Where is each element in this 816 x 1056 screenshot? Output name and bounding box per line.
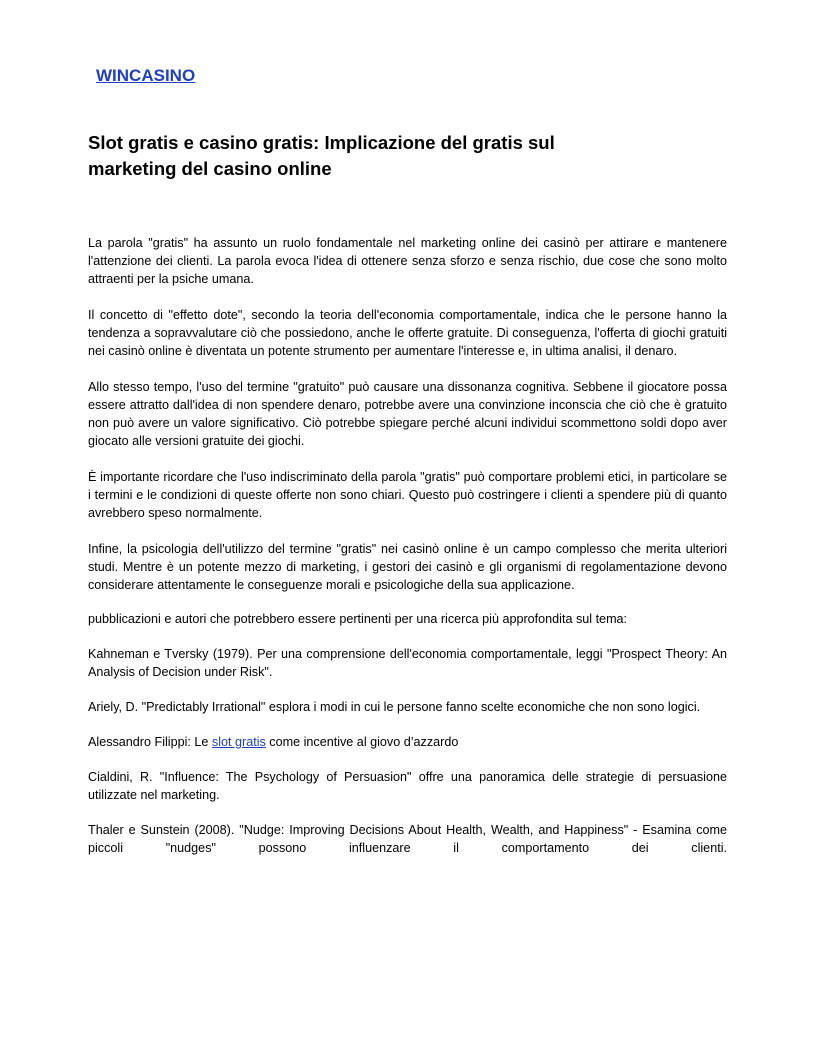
slot-gratis-link[interactable]: slot gratis bbox=[211, 735, 266, 749]
paragraph-endowment-effect: Il concetto di "effetto dote", secondo la teoria dell'economia comportamentale, indica che le persone hanno la tendenza a sopravvalutare ciò che possiedono, anche le offerte gratuite. Di conseguenza, l'offerta di giochi gratuiti nei casinò online è diventata un potente strumento per aumentare l'interesse e, in ultima analisi, il denaro. bbox=[88, 308, 727, 358]
paragraph-references-intro: pubblicazioni e autori che potrebbero essere pertinenti per una ricerca più approfondita sul tema: bbox=[88, 612, 628, 626]
article-body bbox=[88, 234, 727, 857]
reference-thaler: Thaler e Sunstein (2008). "Nudge: Improving Decisions About Health, Wealth, and Happiness" - Esamina come piccoli "nudges" possono influenzare il comportamento dei clienti. bbox=[88, 823, 727, 855]
reference-filippi bbox=[88, 733, 727, 751]
reference-cialdini: Cialdini, R. "Influence: The Psychology of Persuasion" offre una panoramica delle strategie di persuasione utilizzate nel marketing. bbox=[88, 770, 727, 802]
article-title: Slot gratis e casino gratis: Implicazione del gratis sul marketing del casino online bbox=[88, 132, 555, 179]
reference-filippi-prefix: Alessandro Filippi: Le bbox=[88, 735, 212, 749]
brand-link[interactable]: WINCASINO bbox=[96, 66, 196, 85]
reference-kahneman: Kahneman e Tversky (1979). Per una comprensione dell'economia comportamentale, leggi "Prospect Theory: An Analysis of Decision under Risk". bbox=[88, 647, 727, 679]
reference-ariely: Ariely, D. "Predictably Irrational" esplora i modi in cui le persone fanno scelte economiche che non sono logici. bbox=[88, 700, 701, 714]
paragraph-intro: La parola "gratis" ha assunto un ruolo fondamentale nel marketing online dei casinò per attirare e mantenere l'attenzione dei clienti. La parola evoca l'idea di ottenere senza sforzo e senza rischio, due cose che sono molto attraenti per la psiche umana. bbox=[88, 236, 727, 286]
paragraph-conclusion: Infine, la psicologia dell'utilizzo del termine "gratis" nei casinò online è un campo complesso che merita ulteriori studi. Mentre è un potente mezzo di marketing, i gestori dei casinò e gli organismi di regolamentazione devono considerare attentamente le conseguenze morali e psicologiche della sua applicazione. bbox=[88, 542, 727, 592]
reference-filippi-suffix: come incentive al giovo d’azzardo bbox=[265, 735, 459, 749]
paragraph-ethics: È importante ricordare che l'uso indiscriminato della parola "gratis" può comportare problemi etici, in particolare se i termini e le condizioni di queste offerte non sono chiari. Questo può costringere i clienti a spendere più di quanto avrebbero speso normalmente. bbox=[88, 470, 727, 520]
paragraph-cognitive-dissonance: Allo stesso tempo, l'uso del termine "gratuito" può causare una dissonanza cognitiva. Sebbene il giocatore possa essere attratto dall'idea di non spendere denaro, potrebbe avere una convinzione inconscia che ciò che è gratuito non può avere un valore significativo. Ciò potrebbe spiegare perché alcuni individui scommettono soldi dopo aver giocato alle versioni gratuite dei giochi. bbox=[88, 380, 727, 448]
